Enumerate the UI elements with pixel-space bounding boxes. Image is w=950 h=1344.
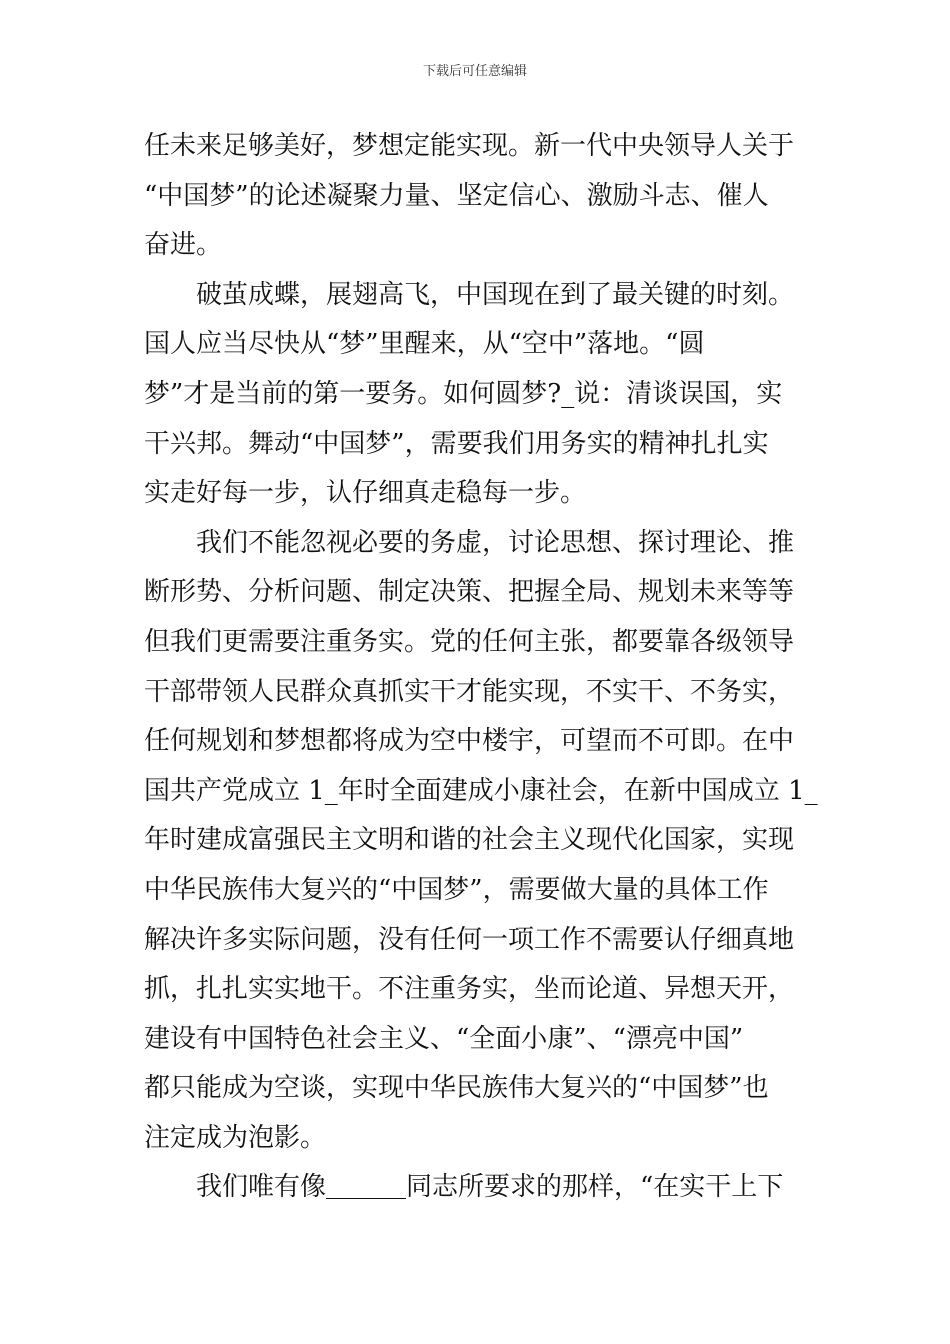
text-segment: 我们唯有像 — [196, 1172, 327, 1203]
text-line: 干兴邦。舞动“中国梦”，需要我们用务实的精神扎扎实 — [144, 428, 769, 459]
page-header: 下载后可任意编辑 — [422, 64, 527, 79]
text-line: 国共产党成立 1_年时全面建成小康社会，在新中国成立 1_ — [144, 775, 818, 806]
text-line: 都只能成为空谈，实现中华民族伟大复兴的“中国梦”也 — [144, 1073, 769, 1104]
text-line: 干部带领人民群众真抓实干才能实现，不实干、不务实， — [144, 676, 795, 707]
text-line: 中华民族伟大复兴的“中国梦”，需要做大量的具体工作 — [144, 874, 769, 905]
text-line: 实走好每一步，认仔细真走稳每一步。 — [144, 478, 587, 509]
paragraph-start-line — [144, 1163, 810, 1213]
text-line: 注定成为泡影。 — [144, 1122, 327, 1153]
paragraph-start-line: 我们不能忽视必要的务虚，讨论思想、探讨理论、推 — [196, 527, 795, 558]
document-body — [144, 122, 818, 1213]
text-line: 抓，扎扎实实地干。不注重务实，坐而论道、异想天开， — [144, 974, 795, 1005]
text-line: 解决许多实际问题，没有任何一项工作不需要认仔细真地 — [144, 924, 795, 955]
text-line: 建设有中国特色社会主义、“全面小康”、“漂亮中国” — [144, 1023, 744, 1054]
text-segment: 同志所要求的那样，“在实干上下 — [406, 1172, 784, 1203]
paragraph-start-line: 破茧成蝶，展翅高飞，中国现在到了最关键的时刻。 — [196, 279, 795, 310]
text-line: 任何规划和梦想都将成为空中楼宇，可望而不可即。在中 — [144, 726, 795, 757]
text-line: 国人应当尽快从“梦”里醒来，从“空中”落地。“圆 — [144, 329, 705, 360]
text-line: 奋进。 — [144, 230, 223, 261]
text-line: 断形势、分析问题、制定决策、把握全局、规划未来等等 — [144, 577, 795, 608]
text-line: 年时建成富强民主文明和谐的社会主义现代化国家，实现 — [144, 825, 795, 856]
fill-in-blank — [326, 1168, 406, 1199]
text-line: 梦”才是当前的第一要务。如何圆梦?_说：清谈误国，实 — [144, 378, 783, 409]
text-line: 任未来足够美好，梦想定能实现。新一代中央领导人关于 — [144, 131, 795, 161]
text-line: 但我们更需要注重务实。党的任何主张，都要靠各级领导 — [144, 626, 795, 657]
text-line: “中国梦”的论述凝聚力量、坚定信心、激励斗志、催人 — [144, 180, 769, 211]
